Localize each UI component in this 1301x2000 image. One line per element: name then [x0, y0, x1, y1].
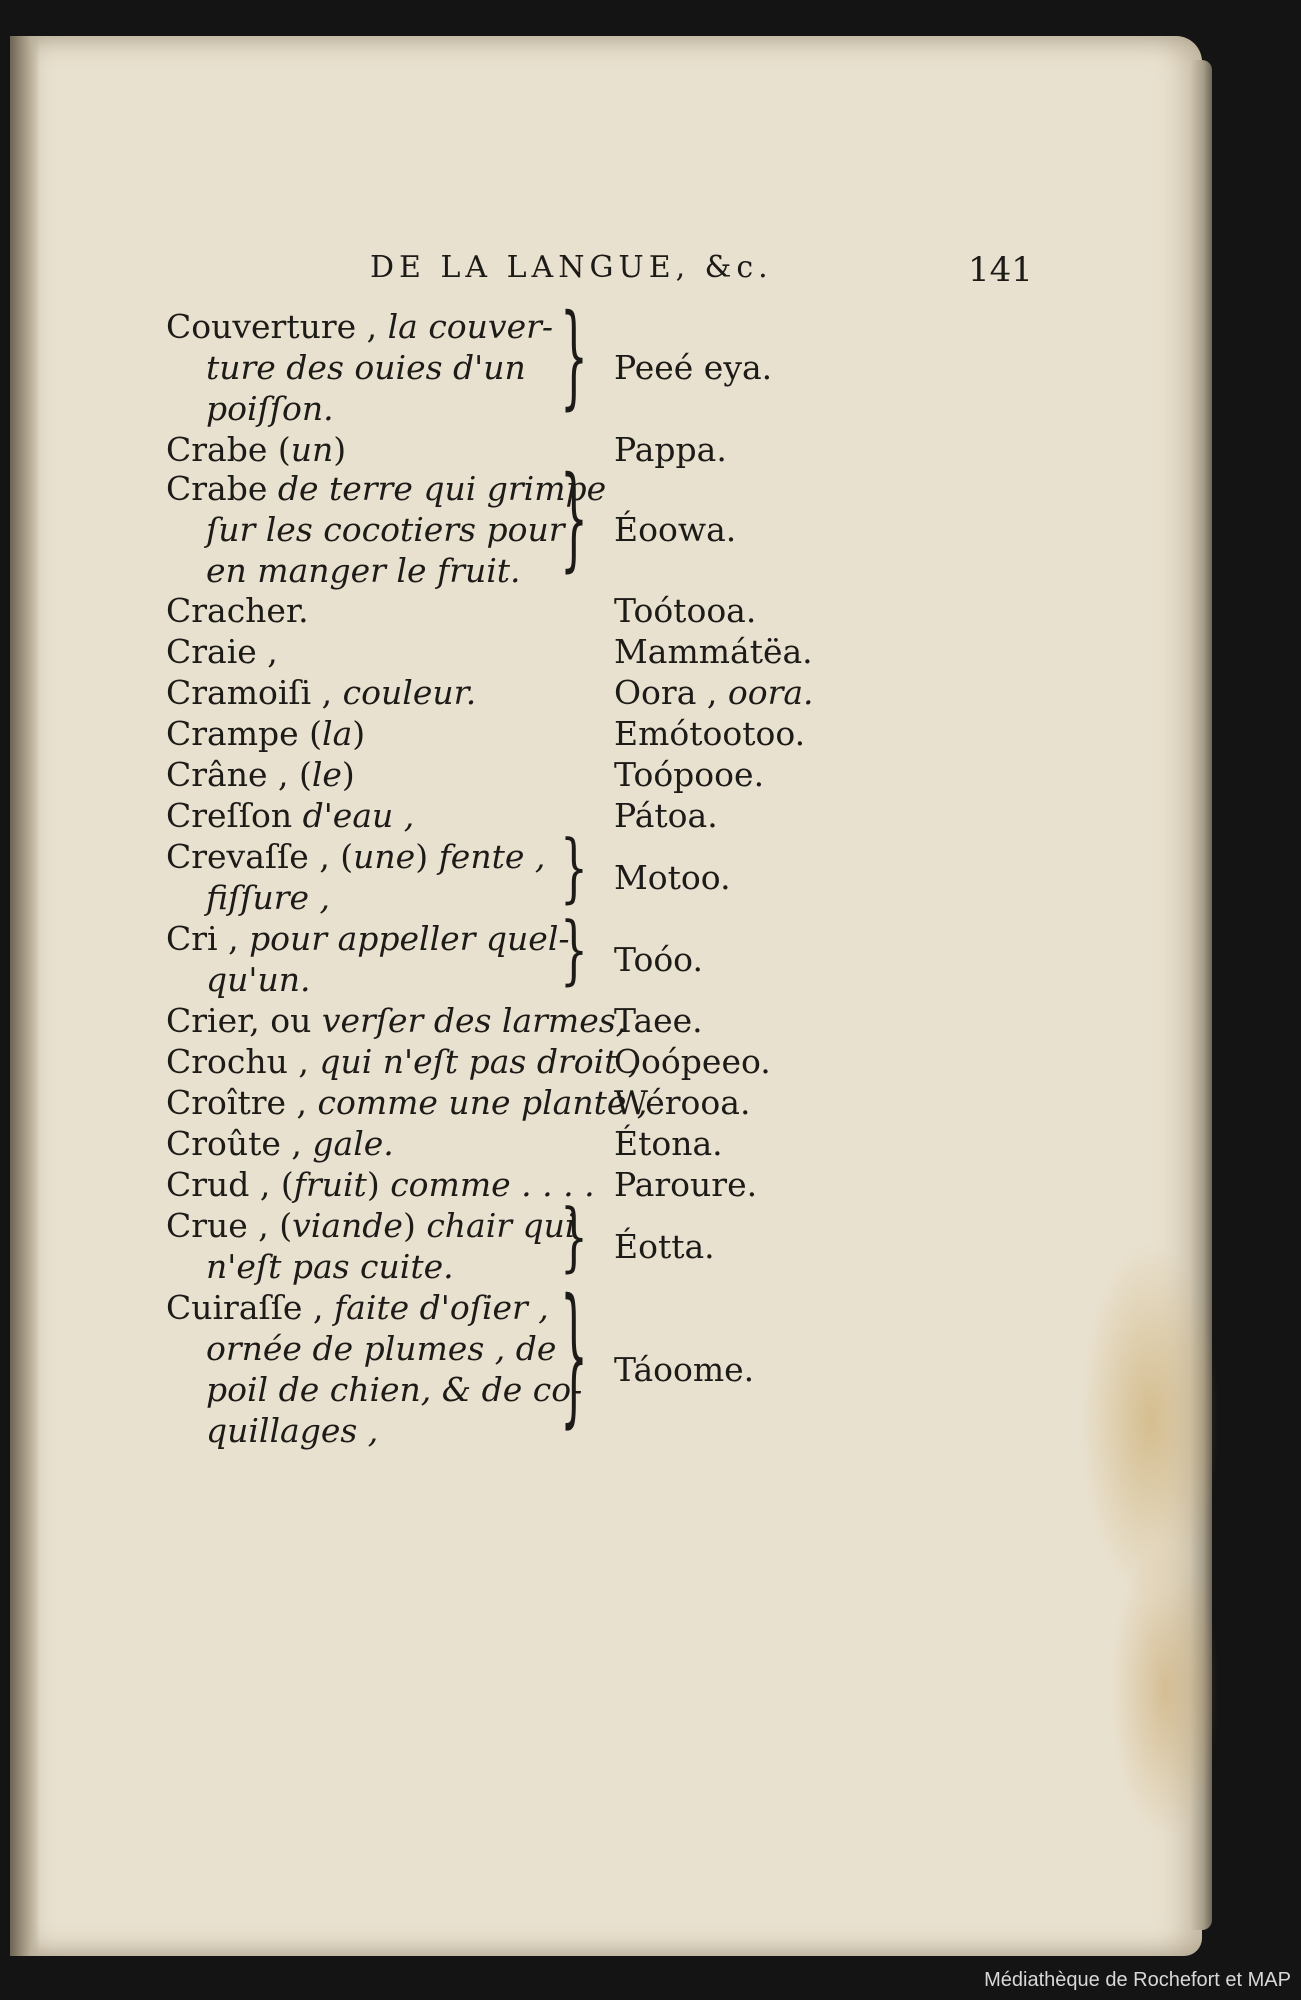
tahitian-word: Paroure.: [614, 1165, 758, 1204]
italic-gloss: comme . . . .: [390, 1165, 595, 1204]
french-term-line: [166, 836, 566, 877]
french-term-line: [166, 429, 566, 470]
french-term: [166, 1287, 583, 1451]
page-number: 141: [968, 250, 1033, 290]
italic-gloss: chair qui: [426, 1206, 576, 1245]
tahitian-translation: [614, 713, 805, 754]
curly-brace-icon: }: [560, 291, 588, 423]
tahitian-translation: [614, 631, 813, 672]
french-term: [166, 1041, 639, 1082]
french-term: [166, 795, 566, 836]
french-term-line: [166, 347, 566, 388]
tahitian-word: Táoome.: [614, 1349, 755, 1389]
tahitian-translation: [614, 1123, 723, 1164]
italic-gloss: en manger le fruit.: [206, 551, 521, 590]
binding-gutter: [10, 36, 40, 1956]
headword: ): [352, 714, 366, 753]
tahitian-word: Mammátëa.: [614, 632, 813, 671]
french-term-line: [166, 1123, 566, 1164]
tahitian-translation: [614, 509, 736, 550]
italic-gloss: poil de chien, & de co-: [206, 1370, 583, 1409]
french-term-line: [166, 1287, 566, 1328]
french-term-line: [166, 550, 566, 591]
french-term-line: [166, 959, 566, 1000]
headword: Crabe (: [166, 430, 291, 469]
headword: Couverture ,: [166, 307, 388, 346]
italic-gloss: qui n'eſt pas droit ,: [319, 1042, 639, 1081]
tahitian-word: Taee.: [614, 1001, 703, 1040]
italic-gloss: fente ,: [438, 837, 546, 876]
italic-gloss: une: [353, 837, 416, 876]
french-term-line: [166, 713, 566, 754]
headword: Cramoiſi ,: [166, 673, 343, 712]
french-term-line: [166, 918, 570, 959]
french-term: [166, 1164, 595, 1205]
tahitian-translation: [614, 1226, 715, 1267]
french-term: [166, 713, 566, 754]
tahitian-word: Pappa.: [614, 430, 727, 469]
running-title: DE LA LANGUE, &c.: [370, 250, 773, 285]
french-term-line: [166, 877, 566, 918]
curly-brace-icon: }: [560, 907, 588, 995]
tahitian-translation: [614, 939, 703, 980]
tahitian-word: Peeé eya.: [614, 348, 773, 387]
tahitian-translation: [614, 1082, 750, 1123]
french-term: [166, 429, 566, 470]
italic-gloss: la couver-: [387, 307, 554, 346]
french-term: [166, 918, 570, 1000]
curly-brace-icon: }: [560, 1194, 588, 1282]
headword: Croître ,: [166, 1083, 318, 1122]
headword: Crud , (: [166, 1165, 294, 1204]
headword: Crier, ou: [166, 1001, 322, 1040]
credit-line: Médiathèque de Rochefort et MAP: [984, 1969, 1291, 1991]
french-term: [166, 1000, 627, 1041]
tahitian-word: Éoowa.: [614, 510, 737, 549]
italic-gloss: un: [290, 430, 334, 469]
tahitian-translation: [614, 590, 756, 631]
tahitian-word: Toóo.: [614, 939, 703, 979]
headword: ): [366, 1165, 391, 1204]
tahitian-translation: [614, 672, 814, 713]
headword: Crabe: [166, 469, 278, 508]
italic-gloss: le: [311, 755, 342, 794]
french-term-line: [166, 672, 566, 713]
page-header: [0, 250, 1301, 300]
french-term: [166, 672, 566, 713]
tahitian-word: Emótootoo.: [614, 714, 806, 753]
italic-gloss: de terre qui grimpe: [277, 469, 607, 508]
italic-gloss: poiſſon.: [206, 389, 334, 428]
tahitian-word: Étona.: [614, 1124, 723, 1163]
headword: Crochu ,: [166, 1042, 320, 1081]
french-term: [166, 1205, 576, 1287]
tahitian-translation: [614, 1000, 703, 1041]
curly-brace-icon: }: [560, 453, 588, 585]
french-term-line: [166, 1205, 576, 1246]
italic-gloss: comme une plante ,: [317, 1083, 648, 1122]
french-term-line: [166, 1369, 583, 1410]
tahitian-translation: [614, 857, 731, 898]
headword: Cri ,: [166, 919, 250, 958]
french-term-line: [166, 468, 607, 509]
italic-gloss: ſur les cocotiers pour: [206, 510, 565, 549]
french-term-line: [166, 1246, 566, 1287]
tahitian-translation: [614, 1164, 757, 1205]
italic-gloss: viande: [292, 1206, 403, 1245]
headword: ): [333, 430, 347, 469]
tahitian-word: Toópooe.: [614, 755, 765, 794]
french-term: [166, 1082, 648, 1123]
tahitian-translation: [614, 1041, 771, 1082]
french-term: [166, 631, 566, 672]
curly-brace-icon: }: [560, 1269, 588, 1444]
french-term-line: [166, 631, 566, 672]
french-term: [166, 590, 566, 631]
french-term-line: [166, 1410, 566, 1451]
headword: Crue , (: [166, 1206, 293, 1245]
tahitian-translation: [614, 795, 718, 836]
tahitian-word: Oora ,: [614, 673, 728, 712]
italic-gloss: gale.: [312, 1124, 394, 1163]
french-term-line: [166, 795, 566, 836]
italic-gloss: couleur.: [342, 673, 477, 712]
italic-gloss: quillages ,: [206, 1411, 379, 1450]
headword: Crâne , (: [166, 755, 312, 794]
tahitian-translation: [614, 429, 727, 470]
italic-gloss: pour appeller quel-: [249, 919, 570, 958]
headword: Crampe (: [166, 714, 323, 753]
french-term: [166, 754, 566, 795]
headword: Croûte ,: [166, 1124, 313, 1163]
tahitian-translation: [614, 347, 772, 388]
tahitian-word: oora.: [727, 673, 814, 712]
french-term: [166, 468, 607, 591]
headword: ): [402, 1206, 427, 1245]
water-stain: [1110, 1540, 1220, 1840]
headword: ): [415, 837, 439, 876]
tahitian-word: Toótooa.: [614, 591, 757, 630]
italic-gloss: ornée de plumes , de: [206, 1329, 557, 1368]
italic-gloss: faite d'oſier ,: [333, 1288, 549, 1327]
french-term-line: [166, 388, 566, 429]
italic-gloss: ture des ouies d'un: [206, 348, 526, 387]
headword: Creſſon: [166, 796, 303, 835]
tahitian-translation: [614, 754, 764, 795]
french-term-line: [166, 1082, 648, 1123]
french-term: [166, 1123, 566, 1164]
french-term-line: [166, 1328, 566, 1369]
tahitian-word: Pátoa.: [614, 796, 718, 835]
italic-gloss: qu'un.: [206, 960, 311, 999]
tahitian-word: Éotta.: [614, 1226, 715, 1266]
italic-gloss: n'eſt pas cuite.: [206, 1247, 454, 1286]
italic-gloss: verſer des larmes,: [321, 1001, 627, 1040]
tahitian-translation: [614, 1349, 754, 1390]
tahitian-word: Motoo.: [614, 857, 731, 897]
italic-gloss: fiſſure ,: [206, 878, 330, 917]
french-term: [166, 836, 566, 918]
tahitian-word: Ooópeeo.: [614, 1042, 771, 1081]
headword: Cracher.: [166, 591, 309, 630]
french-term-line: [166, 509, 566, 550]
french-term-line: [166, 1041, 639, 1082]
french-term-line: [166, 1164, 595, 1205]
french-term-line: [166, 590, 566, 631]
headword: ): [341, 755, 355, 794]
french-term: [166, 306, 566, 429]
headword: Craie ,: [166, 632, 278, 671]
curly-brace-icon: }: [560, 825, 588, 913]
french-term-line: [166, 1000, 627, 1041]
italic-gloss: fruit: [293, 1165, 367, 1204]
tahitian-word: Wérooa.: [614, 1083, 751, 1122]
french-term-line: [166, 754, 566, 795]
italic-gloss: la: [322, 714, 353, 753]
french-term-line: [166, 306, 566, 347]
italic-gloss: d'eau ,: [302, 796, 415, 835]
headword: Crevaſſe , (: [166, 837, 354, 876]
headword: Cuiraſſe ,: [166, 1288, 334, 1327]
